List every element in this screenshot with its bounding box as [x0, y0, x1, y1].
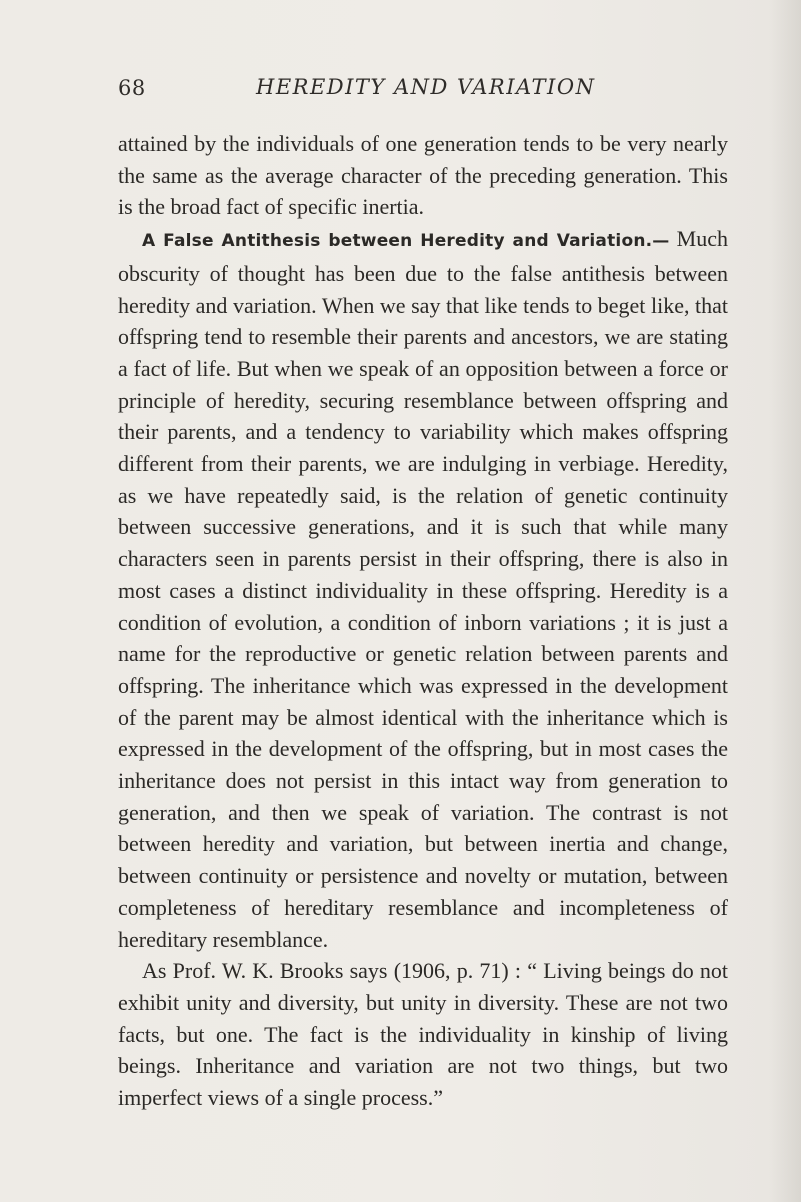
page-header: [118, 76, 718, 112]
section-title: A False Antithesis between Heredity and Variation.—: [142, 231, 670, 252]
paragraph-antithesis-body: Much obscurity of thought has been due to the false antithesis between heredity and variation. When we say that like tends to beget like, that offspring tend to resemble their parents and ancestors, we are stating a fact of life. But when we speak of an opposition between a force or principle of heredity, securing resemblance between offspring and their parents, and a tendency to variability which makes offspring different from their parents, we are indulging in verbiage. Heredity, as we have repeatedly said, is the relation of genetic continuity between successive generations, and it is such that while many characters seen in parents persist in their offspring, there is also in most cases a distinct individuality in these offspring. Heredity is a condition of evolution, a condition of inborn variations ; it is just a name for the reproductive or genetic relation between parents and offspring. The inheritance which was expressed in the development of the parent may be almost identical with the inheritance which is expressed in the development of the offspring, but in most cases the inheritance does not persist in this intact way from generation to generation, and then we speak of variation. The contrast is not between heredity and variation, but between inertia and change, between continuity or persistence and novelty or mutation, between completeness of hereditary resemblance and incompleteness of hereditary resemblance.: [118, 226, 728, 952]
paragraph-brooks-quote: As Prof. W. K. Brooks says (1906, p. 71) : “ Living beings do not exhibit unity and diversity, but unity in diversity. These are not two facts, but one. The fact is the individuality in kinship of living beings. Inheritance and variation are not two things, but two imperfect views of a single process.”: [118, 958, 728, 1111]
paragraph-antithesis: [118, 223, 728, 955]
page-number: 68: [118, 76, 146, 100]
body-text: [118, 128, 728, 1114]
paragraph-continuation: attained by the individuals of one generation tends to be very nearly the same as the average character of the preceding generation. This is the broad fact of specific inertia.: [118, 131, 728, 220]
running-head: HEREDITY AND VARIATION: [256, 75, 596, 99]
